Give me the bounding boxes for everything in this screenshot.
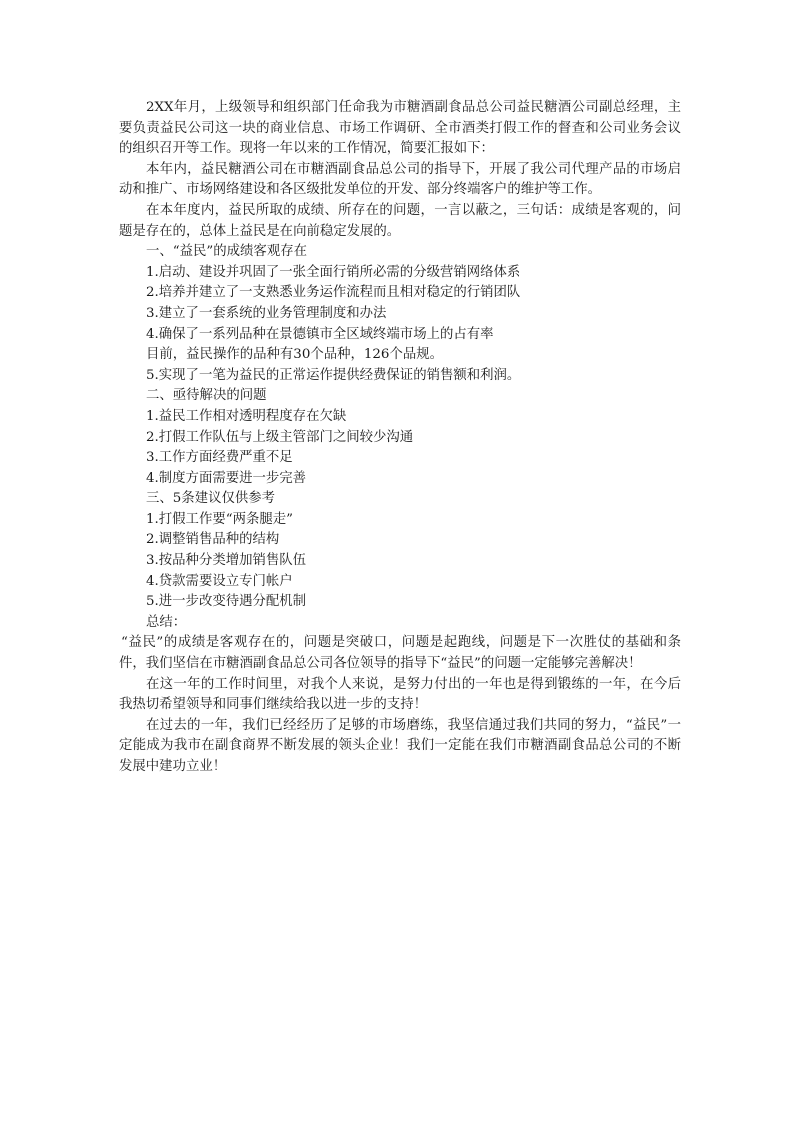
list-item: 2.打假工作队伍与上级主管部门之间较少沟通	[146, 429, 414, 445]
list-item: 4.制度方面需要进一步完善	[146, 470, 307, 486]
list-item: 3.按品种分类增加销售队伍	[146, 553, 307, 569]
section-heading-suggestions: 三、5条建议仅供参考	[146, 491, 276, 507]
list-item: 3.工作方面经费严重不足	[146, 450, 293, 466]
section-heading-problems: 二、亟待解决的问题	[146, 388, 267, 404]
list-item: 4.确保了一系列品种在景德镇市全区域终端市场上的占有率	[146, 326, 494, 342]
paragraph-overview: 本年内，益民糖酒公司在市糖酒副食品总公司的指导下，开展了我公司代理产品的市场启动和推广、市场网络建设和各区级批发单位的开发、部分终端客户的维护等工作。	[119, 161, 681, 198]
paragraph-closing: 在过去的一年，我们已经经历了足够的市场磨练，我坚信通过我们共同的努力，“益民”一定能成为我市在副食商界不断发展的领头企业！我们一定能在我们市糖酒副食品总公司的不断发展中建功立业！	[119, 717, 681, 774]
paragraph-intro: 2XX年月，上级领导和组织部门任命我为市糖酒副食品总公司益民糖酒公司副总经理，主要负责益民公司这一块的商业信息、市场工作调研、全市酒类打假工作的督查和公司业务会议的组织召开等工作。现将一年以来的工作情况，简要汇报如下：	[119, 100, 681, 157]
list-item: 1.益民工作相对透明程度存在欠缺	[146, 408, 347, 424]
list-item: 2.调整销售品种的结构	[146, 532, 280, 548]
list-item: 5.实现了一笔为益民的正常运作提供经费保证的销售额和利润。	[146, 367, 521, 383]
list-item: 4.贷款需要设立专门帐户	[146, 573, 293, 589]
list-item: 1.启动、建设并巩固了一张全面行销所必需的分级营销网络体系	[146, 264, 521, 280]
list-item: 3.建立了一套系统的业务管理制度和办法	[146, 305, 387, 321]
list-item: 2.培养并建立了一支熟悉业务运作流程而且相对稳定的行销团队	[146, 285, 521, 301]
list-item: 5.进一步改变待遇分配机制	[146, 594, 307, 610]
paragraph-conclusion: “益民”的成绩是客观存在的，问题是突破口，问题是起跑线，问题是下一次胜仗的基础和条件，我们坚信在市糖酒副食品总公司各位领导的指导下“益民”的问题一定能够完善解决！	[119, 635, 681, 672]
paragraph-personal: 在这一年的工作时间里，对我个人来说，是努力付出的一年也是得到锻练的一年，在今后我热切希望领导和同事们继续给我以进一步的支持！	[119, 676, 681, 713]
list-note: 目前，益民操作的品种有30个品种，126个品规。	[146, 347, 444, 363]
document-page	[119, 98, 681, 778]
list-item: 1.打假工作要“两条腿走”	[146, 511, 293, 527]
section-heading-conclusion: 总结：	[146, 614, 187, 630]
paragraph-summary: 在本年度内，益民所取的成绩、所存在的问题，一言以蔽之，三句话：成绩是客观的，问题是存在的，总体上益民是在向前稳定发展的。	[119, 202, 681, 239]
section-heading-achievements: 一、“益民”的成绩客观存在	[146, 244, 307, 260]
